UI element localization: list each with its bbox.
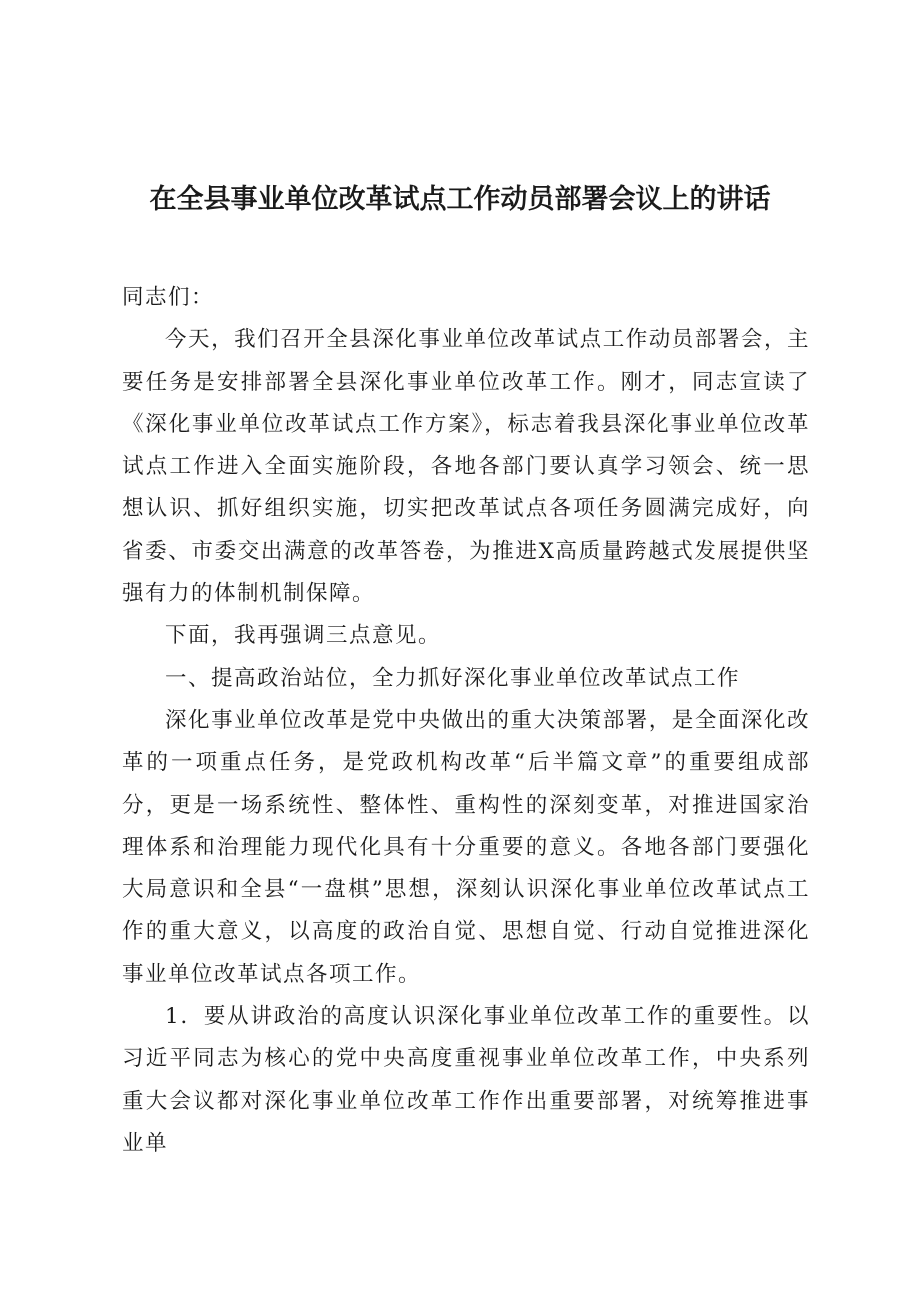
salutation: 同志们： [122,285,215,310]
paragraph-section-1: 深化事业单位改革是党中央做出的重大决策部署，是全面深化改革的一项重点任务，是党政机构改革“后半篇文章”的重要组成部分，更是一场系统性、整体性、重构性的深刻变革，对推进国家治理体系和治理能力现代化具有十分重要的意义。各地各部门要强化大局意识和全县“一盘棋”思想，深刻认识深化事业单位改革试点工作的重大意义，以高度的政治自觉、思想自觉、行动自觉推进深化事业单位改革试点各项工作。 [122,707,810,987]
paragraph-point-1: 1．要从讲政治的高度认识深化事业单位改革工作的重要性。以习近平同志为核心的党中央高度重视事业单位改革工作，中央系列重大会议都对深化事业单位改革工作作出重要部署，对统筹推进事业单 [122,1004,810,1156]
document-body [122,277,810,1165]
document-title: 在全县事业单位改革试点工作动员部署会议上的讲话 [149,184,771,215]
section-heading-1: 一、提高政治站位，全力抓好深化事业单位改革试点工作 [165,665,741,691]
paragraph-intro: 今天，我们召开全县深化事业单位改革试点工作动员部署会，主要任务是安排部署全县深化事业单位改革工作。刚才，同志宣读了《深化事业单位改革试点工作方案》，标志着我县深化事业单位改革试点工作进入全面实施阶段，各地各部门要认真学习领会、统一思想认识、抓好组织实施，切实把改革试点各项任务圆满完成好，向省委、市委交出满意的改革答卷，为推进X高质量跨越式发展提供坚强有力的体制机制保障。 [122,327,810,607]
paragraph-transition: 下面，我再强调三点意见。 [165,623,442,649]
